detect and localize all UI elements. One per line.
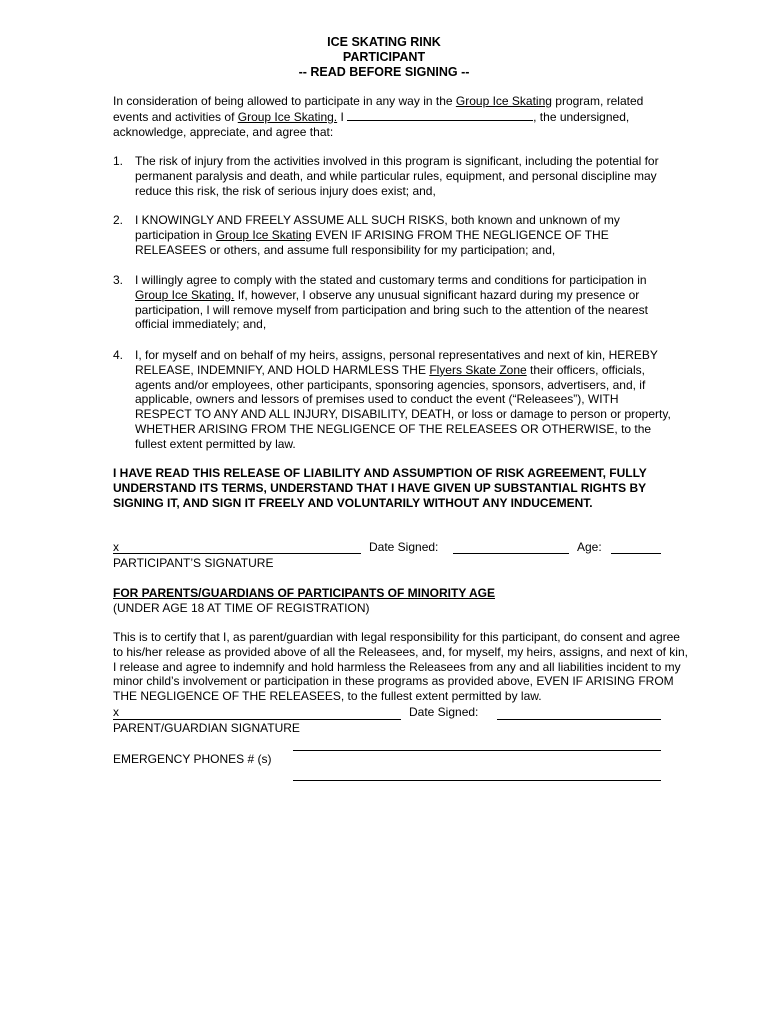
acknowledgement-text: I HAVE READ THIS RELEASE OF LIABILITY AND ASSUMPTION OF RISK AGREEMENT, FULLY UNDERSTAND ITS TERMS, UNDERSTAND THAT I HAVE GIVEN UP SUBSTANTIAL RIGHTS BY SIGNING IT, AND SIGN IT FREELY AND VOLUNTARILY WITHOUT ANY INDUCEMENT. <box>113 466 647 510</box>
participant-date-line[interactable] <box>453 553 569 554</box>
clause-text <box>135 348 673 452</box>
clause-text <box>135 273 673 332</box>
participant-name-blank[interactable] <box>347 109 533 121</box>
guardian-date-label: Date Signed: <box>409 705 479 719</box>
program-name: Group Ice Skating. <box>135 287 235 302</box>
signature-x-mark: x <box>113 540 119 554</box>
clause-number: 3. <box>113 273 124 287</box>
guardian-signature-label: PARENT/GUARDIAN SIGNATURE <box>113 721 300 735</box>
intro-text-c: I <box>337 109 348 124</box>
guardian-subheading: (UNDER AGE 18 AT TIME OF REGISTRATION) <box>113 601 370 615</box>
clause-text-b: their officers, officials, agents and/or employees, other participants, sponsoring agencies, sponsors, advertisers, and, if applicable, owners and lessors of premises used to conduct the event (“Releasees”), WITH RESPECT TO ANY AND ALL INJURY, DISABILITY, DEATH, or loss or damage to person or property, WHETHER ARISING FROM THE NEGLIGENCE OF THE RELEASEES OR OTHERWISE, to the fullest extent permitted by law. <box>135 362 671 451</box>
clause-text-a: I willingly agree to comply with the stated and customary terms and conditions for participation in <box>135 273 647 287</box>
clause-text-a: I KNOWINGLY AND FREELY ASSUME ALL SUCH RISKS, both known and unknown of my participation in <box>135 213 620 242</box>
clause-3 <box>113 273 673 332</box>
clause-number: 4. <box>113 348 124 362</box>
emergency-phone-line-2[interactable] <box>293 780 661 781</box>
emergency-phones-label: EMERGENCY PHONES # (s) <box>113 752 272 766</box>
clause-text-b: EVEN IF ARISING FROM THE NEGLIGENCE OF THE RELEASEES or others, and assume full responsibility for my participation; and, <box>135 227 609 257</box>
program-name: Group Ice Skating <box>215 227 312 242</box>
intro-paragraph <box>113 94 673 139</box>
guardian-certification: This is to certify that I, as parent/guardian with legal responsibility for this participant, do consent and agree to his/her release as provided above of all the Releasees, and, for myself, my heirs, assigns, and next of kin, I release and agree to indemnify and hold harmless the Releasees from any and all liabilities incident to my minor child’s involvement or participation in these programs as provided above, EVEN IF ARISING FROM THE NEGLIGENCE OF THE RELEASEES, to the fullest extent permitted by law. <box>113 630 688 704</box>
clause-2 <box>113 213 673 257</box>
clause-text <box>135 213 673 257</box>
guardian-heading: FOR PARENTS/GUARDIANS OF PARTICIPANTS OF MINORITY AGE <box>113 586 496 600</box>
participant-age-line[interactable] <box>611 553 661 554</box>
clause-number: 2. <box>113 213 124 227</box>
program-name: Group Ice Skating <box>455 94 552 108</box>
participant-signature-label: PARTICIPANT’S SIGNATURE <box>113 556 274 570</box>
intro-text-b: program, related events and activities of <box>113 94 644 124</box>
doc-instruction: -- READ BEFORE SIGNING -- <box>298 65 470 79</box>
facility-name: Flyers Skate Zone <box>429 362 527 377</box>
doc-subtitle: PARTICIPANT <box>342 50 426 64</box>
clause-text: The risk of injury from the activities involved in this program is significant, including the potential for permanent paralysis and death, and while particular rules, equipment, and personal discipline may reduce this risk, the risk of serious injury does exist; and, <box>135 154 659 198</box>
intro-text-d: , the undersigned, acknowledge, appreciate, and agree that: <box>113 109 630 139</box>
guardian-x-mark: x <box>113 705 119 719</box>
clause-4 <box>113 348 673 452</box>
clause-1 <box>113 154 673 198</box>
intro-text-a: In consideration of being allowed to participate in any way in the <box>113 94 456 108</box>
guardian-signature-line[interactable] <box>113 719 401 720</box>
guardian-date-line[interactable] <box>497 719 661 720</box>
clause-number: 1. <box>113 154 124 168</box>
program-name-2: Group Ice Skating. <box>237 109 338 124</box>
clause-text-a: I, for myself and on behalf of my heirs, assigns, personal representatives and next of kin, HEREBY RELEASE, INDEMNIFY, AND HOLD HARMLESS THE <box>135 348 658 377</box>
participant-signature-line[interactable] <box>113 553 361 554</box>
date-signed-label: Date Signed: <box>369 540 439 554</box>
doc-title: ICE SKATING RINK <box>327 35 441 49</box>
clause-text-b: If, however, I observe any unusual significant hazard during my presence or participation, I will remove myself from participation and bring such to the attention of the nearest official immediately; and, <box>135 287 648 332</box>
emergency-phone-line-1[interactable] <box>293 750 661 751</box>
age-label: Age: <box>577 540 602 554</box>
